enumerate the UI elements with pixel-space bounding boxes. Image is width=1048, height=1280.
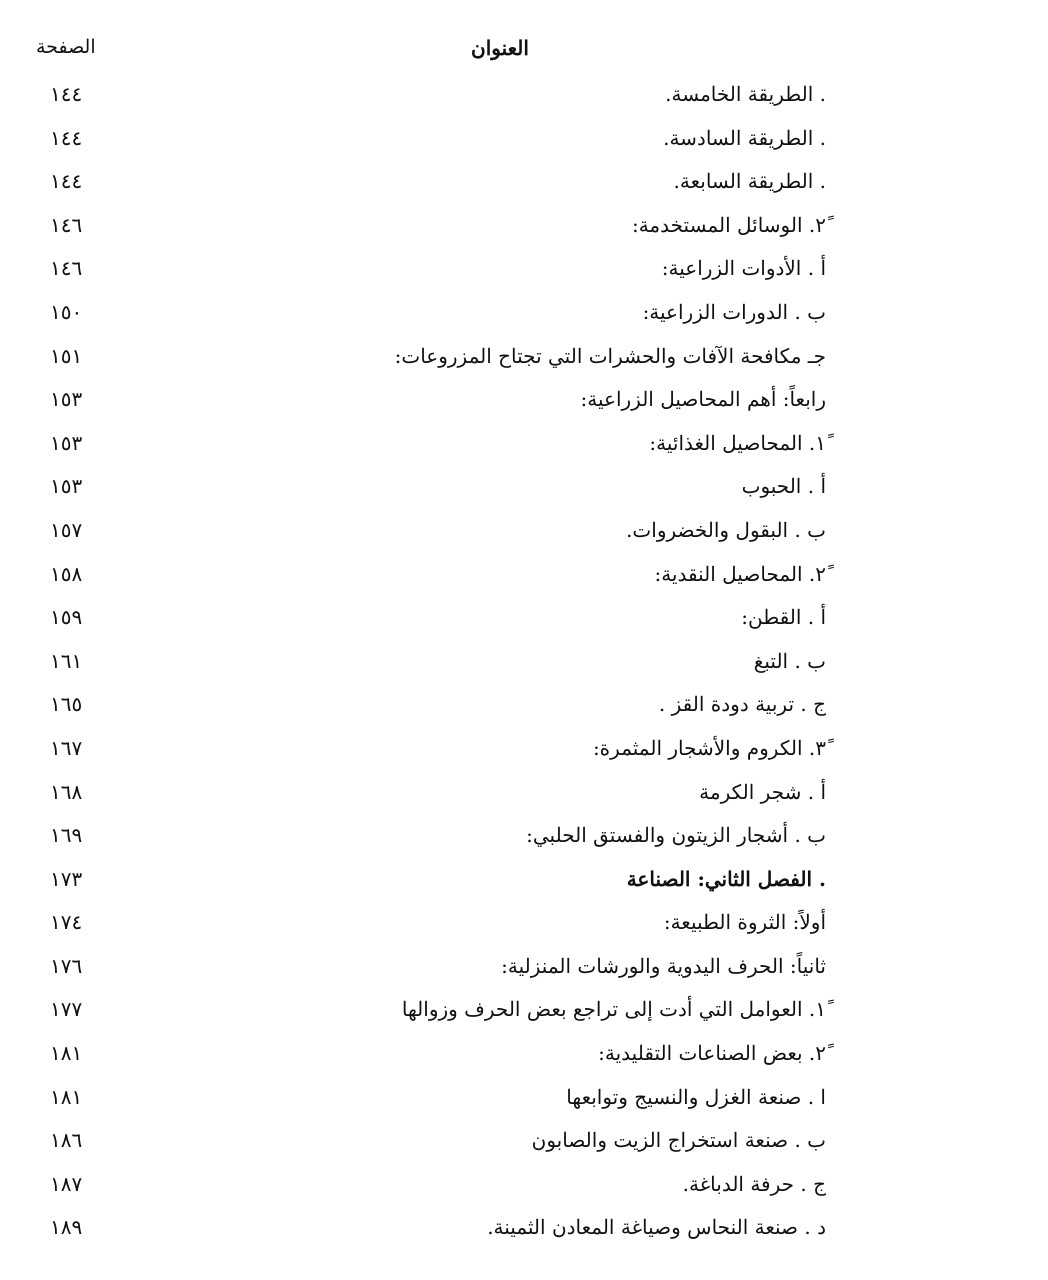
toc-entry-title: ب . البقول والخضروات.	[626, 517, 826, 542]
toc-entry	[0, 1166, 1048, 1210]
toc-entry	[0, 774, 1048, 818]
toc-entry	[0, 1079, 1048, 1123]
toc-entry-page: ١٤٦	[50, 212, 83, 237]
toc-entry	[0, 643, 1048, 687]
toc-entry-title: . الطريقة الخامسة.	[665, 82, 826, 106]
toc-entry-page: ١٧٦	[50, 953, 83, 978]
page-column-header: الصفحة	[36, 36, 96, 58]
toc-entry-title: أ . الحبوب	[741, 474, 826, 499]
toc-entry	[0, 76, 1048, 120]
toc-entry-title: . الفصل الثاني: الصناعة	[626, 866, 826, 891]
toc-entry-title: أ . شجر الكرمة	[699, 779, 826, 804]
toc-entry-page: ١٨١	[50, 1041, 83, 1066]
toc-entry-title: ً١. العوامل التي أدت إلى تراجع بعض الحرف وزوالها	[401, 997, 826, 1022]
toc-entry-page: ١٥٧	[50, 517, 83, 542]
toc-entry-page: ١٦٩	[50, 823, 83, 848]
toc-entry-page: ١٦١	[50, 648, 83, 673]
toc-entry-title: جـ مكافحة الآفات والحشرات التي تجتاح المزروعات:	[394, 343, 826, 368]
toc-entry-page: ١٥٨	[50, 561, 83, 586]
toc-entry-title: ً٣. الكروم والأشجار المثمرة:	[592, 735, 826, 760]
toc-entry-page: ١٨١	[50, 1084, 83, 1109]
toc-entry-page: ١٦٨	[50, 779, 83, 804]
toc-entry-title: ب . أشجار الزيتون والفستق الحلبي:	[526, 823, 826, 848]
toc-entry	[0, 1122, 1048, 1166]
toc-entry	[0, 338, 1048, 382]
toc-entry-title: ً٢. بعض الصناعات التقليدية:	[598, 1041, 826, 1066]
toc-header	[0, 36, 1048, 68]
toc-entry	[0, 991, 1048, 1035]
toc-entry-title: ً٢. الوسائل المستخدمة:	[631, 212, 826, 237]
toc-entry	[0, 861, 1048, 905]
toc-entry-page: ١٥٣	[50, 430, 83, 455]
toc-entry-page: ١٥١	[50, 343, 83, 368]
toc-entry	[0, 730, 1048, 774]
toc-entry-page: ١٥٣	[50, 387, 83, 412]
toc-entry-page: ١٤٤	[50, 82, 83, 106]
toc-entry	[0, 163, 1048, 207]
toc-entry-title: أولاً: الثروة الطبيعة:	[663, 910, 826, 935]
toc-entry	[0, 425, 1048, 469]
toc-entry-title: ب . التبغ	[753, 648, 826, 673]
toc-entry-title: د . صنعة النحاس وصياغة المعادن الثمينة.	[487, 1215, 826, 1240]
toc-entry-title: ً٢. المحاصيل النقدية:	[654, 561, 826, 586]
toc-entry	[0, 556, 1048, 600]
toc-entry	[0, 120, 1048, 164]
toc-entry	[0, 1209, 1048, 1253]
toc-entry-page: ١٨٩	[50, 1215, 83, 1240]
toc-entry	[0, 599, 1048, 643]
toc-entry	[0, 294, 1048, 338]
toc-list	[0, 76, 1048, 1253]
toc-entry	[0, 948, 1048, 992]
toc-entry-title: . الطريقة السادسة.	[663, 125, 826, 150]
toc-entry-title: ب . الدورات الزراعية:	[642, 299, 826, 324]
toc-entry-title: . الطريقة السابعة.	[673, 169, 826, 194]
toc-entry	[0, 468, 1048, 512]
toc-entry-page: ١٦٥	[50, 692, 83, 717]
toc-entry-page: ١٧٣	[50, 866, 83, 891]
toc-entry-page: ١٥٩	[50, 605, 83, 630]
toc-entry-page: ١٧٤	[50, 910, 83, 935]
title-column-header: العنوان	[471, 36, 529, 60]
toc-entry-title: أ . القطن:	[741, 605, 826, 630]
toc-entry-title: ثانياً: الحرف اليدوية والورشات المنزلية:	[501, 953, 826, 978]
toc-entry	[0, 207, 1048, 251]
toc-entry-page: ١٥٠	[50, 299, 83, 324]
toc-entry-page: ١٤٦	[50, 256, 83, 281]
toc-entry	[0, 904, 1048, 948]
toc-entry-title: ج . تربية دودة القز .	[658, 692, 826, 717]
toc-entry-title: ً١. المحاصيل الغذائية:	[649, 430, 826, 455]
toc-entry	[0, 817, 1048, 861]
toc-entry	[0, 1035, 1048, 1079]
toc-entry-page: ١٨٧	[50, 1171, 83, 1196]
toc-entry	[0, 381, 1048, 425]
toc-entry-page: ١٨٦	[50, 1128, 83, 1153]
toc-entry	[0, 250, 1048, 294]
toc-entry	[0, 512, 1048, 556]
toc-entry-title: ا . صنعة الغزل والنسيج وتوابعها	[566, 1084, 826, 1109]
toc-entry	[0, 686, 1048, 730]
toc-entry-title: ب . صنعة استخراج الزيت والصابون	[531, 1128, 826, 1153]
toc-entry-page: ١٥٣	[50, 474, 83, 499]
toc-entry-page: ١٦٧	[50, 735, 83, 760]
toc-entry-title: أ . الأدوات الزراعية:	[661, 256, 826, 281]
toc-entry-page: ١٧٧	[50, 997, 83, 1022]
toc-entry-page: ١٤٤	[50, 125, 83, 150]
toc-entry-title: ج . حرفة الدباغة.	[682, 1171, 826, 1196]
toc-entry-page: ١٤٤	[50, 169, 83, 194]
toc-entry-title: رابعاً: أهم المحاصيل الزراعية:	[580, 387, 826, 412]
